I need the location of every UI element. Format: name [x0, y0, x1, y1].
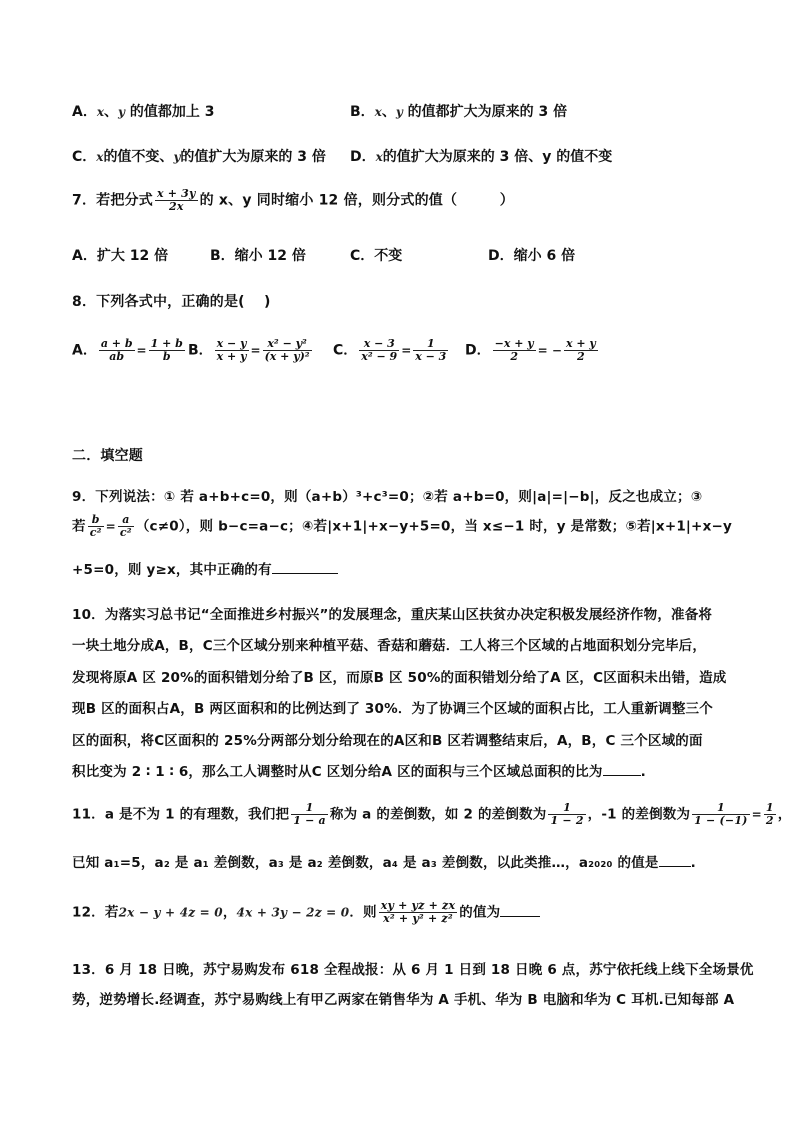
q6-option-d: D．x的值扩大为原来的 3 倍、y 的值不变: [350, 149, 613, 165]
q9-line-2: 若 $\frac{b}{\text{c²}}$ = $\frac{a}{\text{c²}}$ （c≠0），则 b−c=a−c；④若|x+1|+x−y+5=0，当 x≤−1 时，y 是常数；⑤若|x+1|+x−y: [72, 513, 732, 540]
answer-blank[interactable]: [272, 560, 338, 574]
q8-option-a: A． $\frac{a + b}{ab}$ = $\frac{1 + b}{b}$: [72, 337, 183, 364]
var-x: x: [96, 105, 104, 119]
answer-blank[interactable]: [603, 762, 641, 776]
q13-line-1: 13．6 月 18 日晚，苏宁易购发布 618 全程战报：从 6 月 1 日到 18 日晚 6 点，苏宁依托线上线下全场景优: [72, 962, 754, 978]
fraction: $\frac{\text{x² − y²}}{\text{(x + y)²}}$: [264, 337, 310, 364]
q10-line-4: 现B 区的面积占A，B 两区面积和的比例达到了 30%．为了协调三个区域的面积占比，工人重新调整三个: [72, 701, 713, 717]
q6-option-b: B．x、y 的值都扩大为原来的 3 倍: [350, 104, 568, 120]
var-y: y: [395, 105, 403, 119]
fraction: $\frac{1}{1 - (-1)}$: [694, 801, 748, 828]
q6-option-c: C．x的值不变、y的值扩大为原来的 3 倍: [72, 149, 326, 165]
answer-blank[interactable]: [659, 853, 691, 867]
var-x: x: [374, 105, 382, 119]
section-title: 二．填空题: [72, 448, 143, 464]
fraction: $\frac{x - 3}{\text{x² − 9}}$: [361, 337, 398, 364]
q7-option-a: A．扩大 12 倍: [72, 248, 169, 264]
q7-option-b: B．缩小 12 倍: [210, 248, 306, 264]
fraction: $\frac{1 + b}{b}$: [150, 337, 183, 364]
q10-line-1: 10．为落实习总书记“全面推进乡村振兴”的发展理念，重庆某山区扶贫办决定积极发展经济作物，准备将: [72, 607, 713, 623]
fraction: $\frac{x - y}{x + y}$: [216, 337, 247, 364]
q10-line-6: 积比变为 2 ∶ 1 ∶ 6，那么工人调整时从C 区划分给A 区的面积与三个区域总面积的比为 .: [72, 764, 646, 780]
q8-option-d: D． $\frac{-x + y}{2}$ = − $\frac{x + y}{2}$: [465, 337, 596, 364]
fraction: $\frac{1}{x - 3}$: [415, 337, 447, 364]
q7-stem: 7．若把分式 $\frac{x + 3y}{2x}$ 的 x、y 同时缩小 12 倍，则分式的值（ ）: [72, 187, 514, 214]
q7-option-c: C．不变: [350, 248, 403, 264]
q11-line-1: 11．a 是不为 1 的有理数，我们把 $\frac{1}{1 - a}$ 称为 a 的差倒数，如 2 的差倒数为 $\frac{1}{1 - 2}$ ，-1 的差倒数为 $\frac{1}{1 - (-1)}$ = $\frac{1}{2}$ ，: [72, 801, 792, 828]
q7-fraction: $\frac{x + 3y}{2x}$: [156, 187, 196, 214]
q6-option-a: A．x、y 的值都加上 3: [72, 104, 215, 120]
fraction: $\frac{1}{1 - a}$: [293, 801, 326, 828]
var-y: y: [173, 150, 181, 164]
q9-line-1: 9．下列说法：① 若 a+b+c=0，则（a+b）³+c³=0；②若 a+b=0，则|a|=|−b|，反之也成立；③: [72, 489, 703, 505]
fraction: $\frac{x + y}{2}$: [565, 337, 596, 364]
q9-line-3: +5=0，则 y≥x，其中正确的有: [72, 558, 338, 578]
fraction: $\frac{1}{2}$: [765, 801, 774, 828]
q8-option-c: C． $\frac{x - 3}{\text{x² − 9}}$ = $\frac{1}{x - 3}$: [333, 337, 447, 364]
answer-blank[interactable]: [500, 903, 540, 917]
fraction: $\frac{1}{1 - 2}$: [550, 801, 584, 828]
fraction: $\frac{b}{\text{c²}}$: [89, 513, 102, 540]
q8-option-b: B． $\frac{x - y}{x + y}$ = $\frac{\text{x² − y²}}{\text{(x + y)²}}$: [188, 337, 310, 364]
fraction: $\frac{a}{\text{c²}}$: [119, 513, 132, 540]
q7-option-d: D．缩小 6 倍: [488, 248, 576, 264]
q13-line-2: 势，逆势增长.经调查，苏宁易购线上有甲乙两家在销售华为 A 手机、华为 B 电脑和华为 C 耳机.已知每部 A: [72, 992, 735, 1008]
fraction: $\frac{-x + y}{2}$: [494, 337, 534, 364]
var-y: y: [118, 105, 125, 119]
fraction: $\frac{a + b}{ab}$: [100, 337, 133, 364]
fraction: $\frac{xy + yz + zx}{\text{x² + y² + z²}}$: [380, 899, 456, 926]
q8-stem: 8．下列各式中，正确的是( ): [72, 294, 271, 310]
q12-stem: 12．若2x − y + 4z = 0，4x + 3y − 2z = 0．则 $\frac{xy + yz + zx}{\text{x² + y² + z²}}$ 的值为: [72, 900, 540, 925]
var-x: x: [375, 150, 383, 164]
q10-line-2: 一块土地分成A，B，C三个区域分别来种植平菇、香菇和蘑菇．工人将三个区域的占地面积划分完毕后，: [72, 638, 707, 654]
q10-line-3: 发现将原A 区 20%的面积错划分给了B 区，而原B 区 50%的面积错划分给了A 区，C区面积未出错，造成: [72, 670, 727, 686]
q10-line-5: 区的面积，将C区面积的 25%分两部分划分给现在的A区和B 区若调整结束后，A，B，C 三个区域的面: [72, 733, 703, 749]
var-x: x: [96, 150, 104, 164]
q11-line-2: 已知 a₁=5，a₂ 是 a₁ 差倒数，a₃ 是 a₂ 差倒数，a₄ 是 a₃ 差倒数，以此类推…，a₂₀₂₀ 的值是 .: [72, 855, 696, 871]
